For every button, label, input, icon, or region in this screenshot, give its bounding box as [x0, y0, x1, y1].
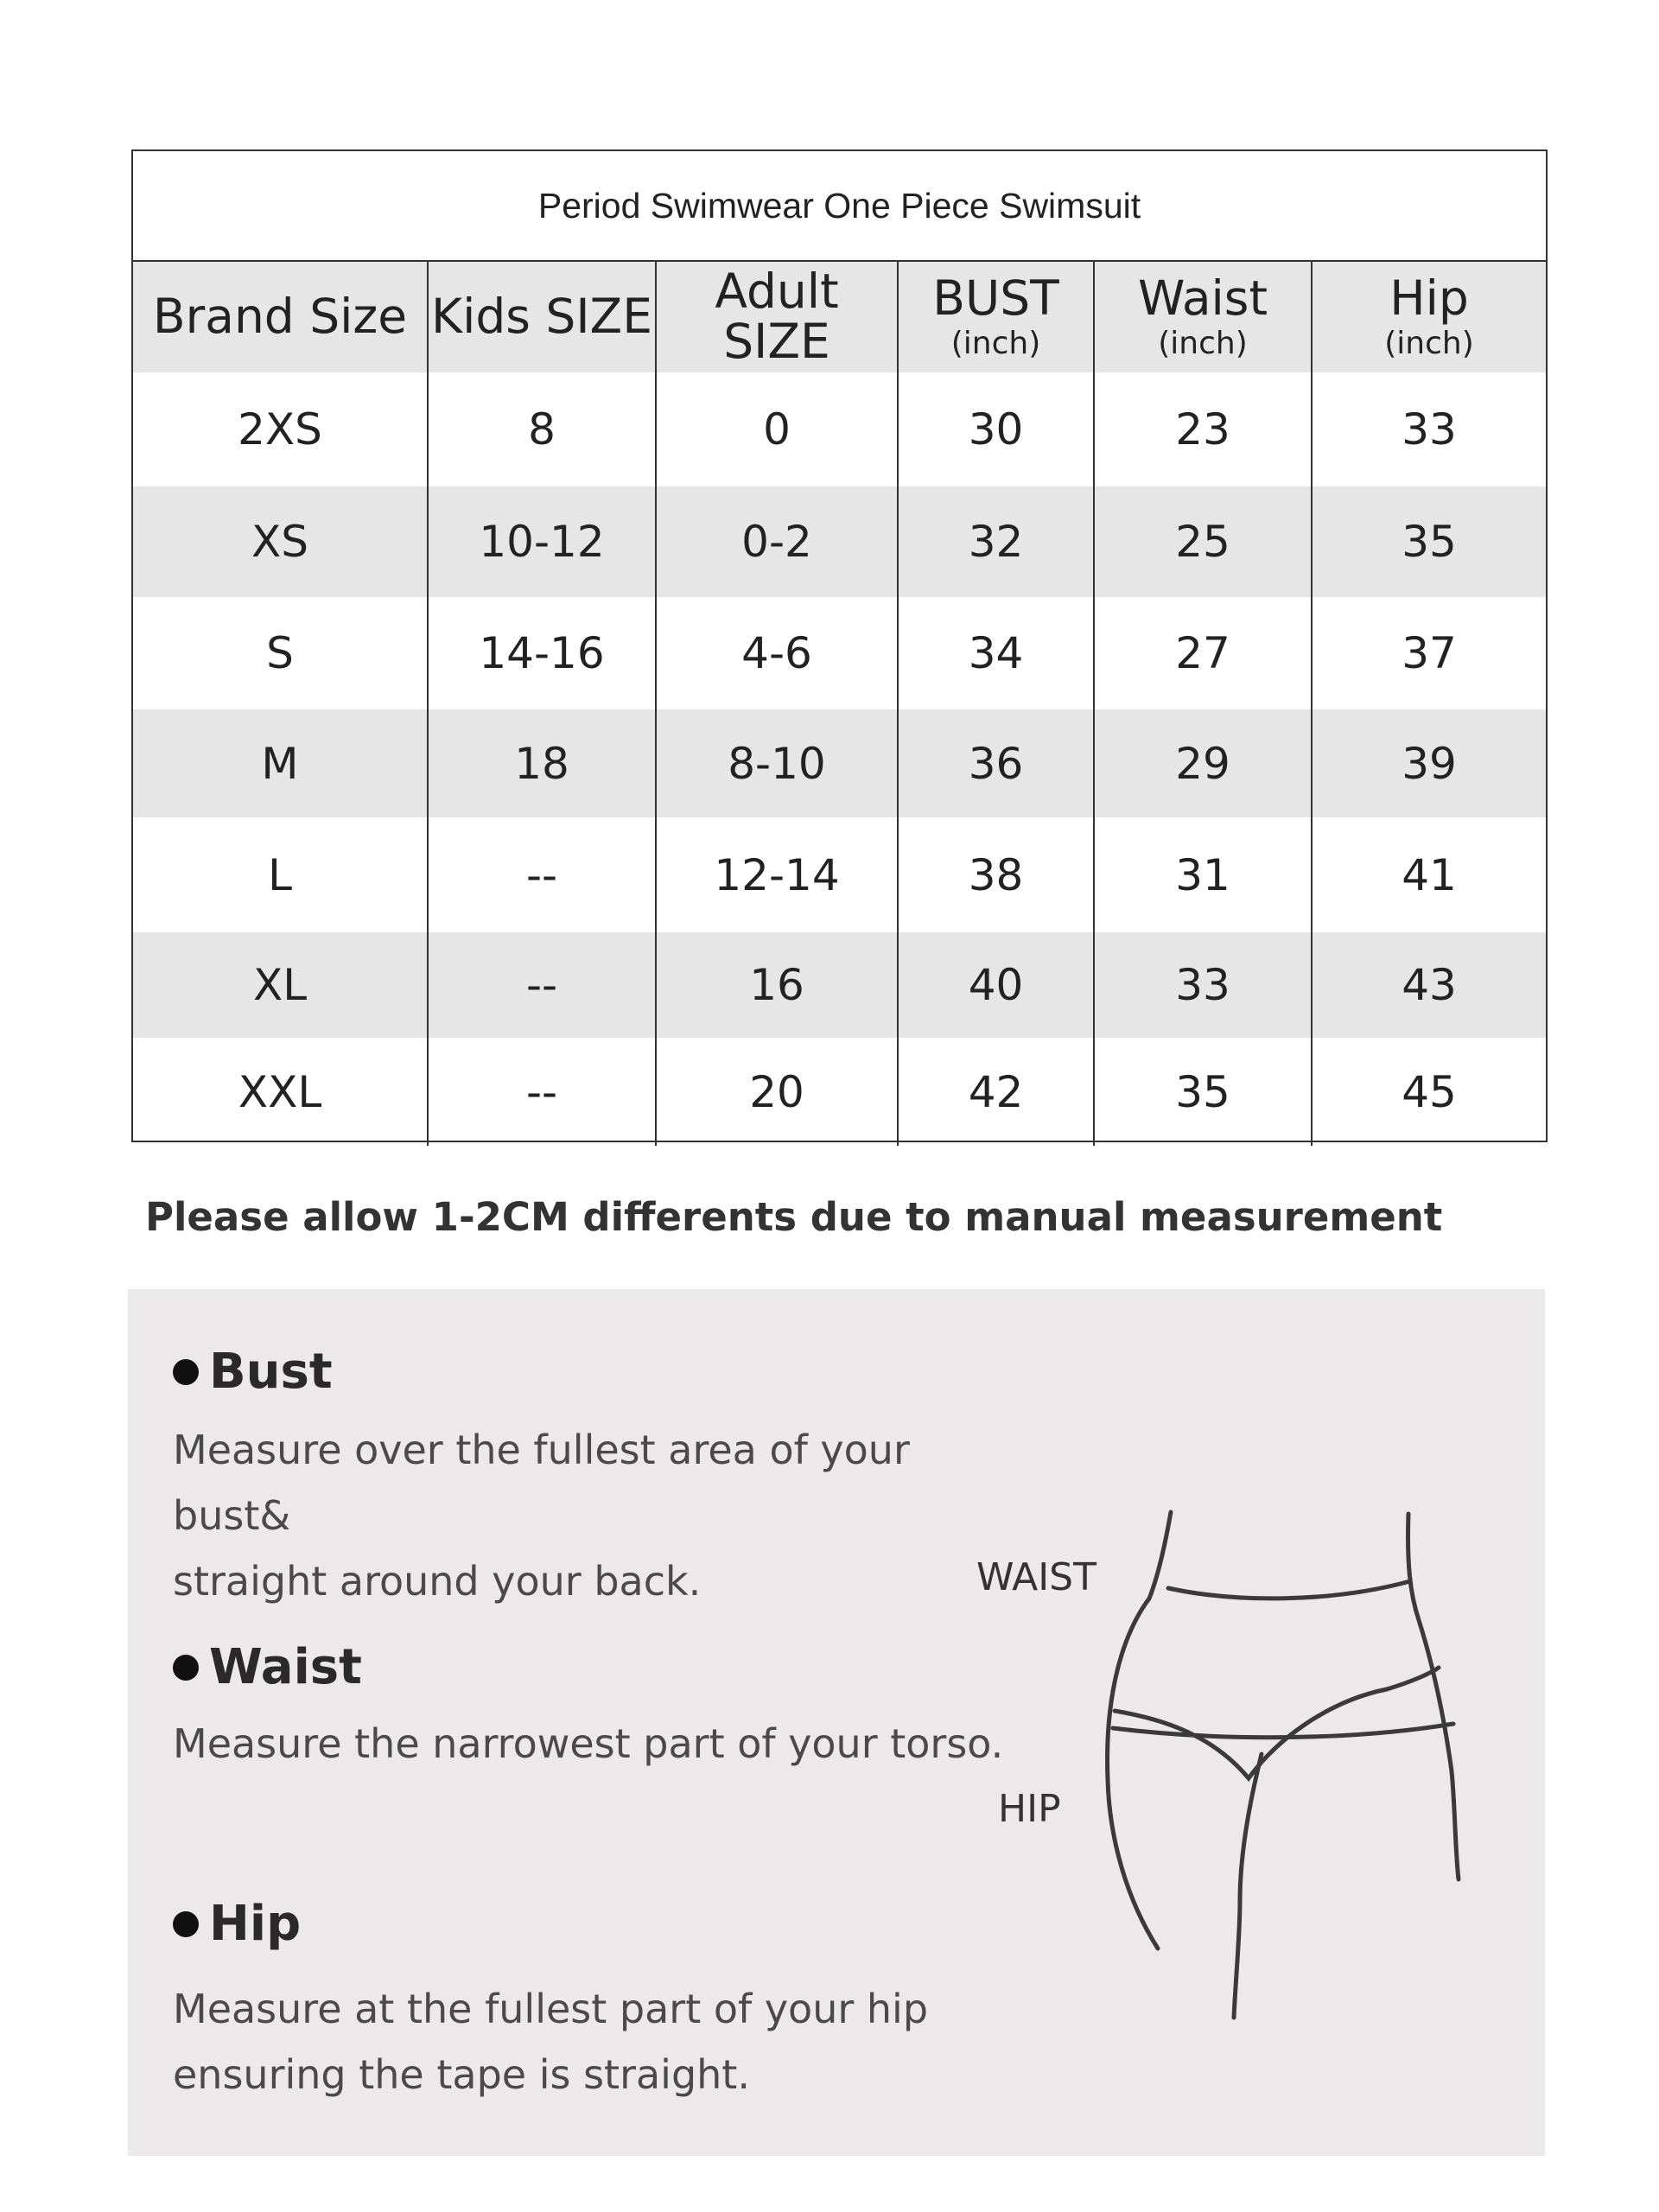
table-row [133, 597, 1546, 709]
cell-brand-size: 2XS [133, 372, 429, 486]
bust-instructions [173, 1417, 1037, 1614]
table-row [133, 817, 1546, 932]
bust-line: straight around your back. [173, 1558, 702, 1605]
cell-waist: 35 [1095, 1038, 1313, 1146]
header-waist: Waist (inch) [1095, 262, 1313, 372]
cell-adult-size: 12-14 [657, 817, 899, 932]
header-bust: BUST (inch) [899, 262, 1095, 372]
waist-line-mark [1168, 1581, 1410, 1599]
hip-instructions [173, 1976, 1037, 2107]
cell-adult-size: 0 [657, 372, 899, 486]
cell-adult-size: 16 [657, 932, 899, 1038]
torso-diagram-icon [1089, 1495, 1486, 2031]
cell-hip: 43 [1402, 960, 1457, 1010]
unit-label: (inch) [1158, 325, 1248, 361]
cell-kids-size: 8 [429, 372, 657, 486]
cell-brand-size: L [133, 817, 429, 932]
cell-hip: 35 [1402, 517, 1457, 567]
cell-waist: 33 [1095, 932, 1313, 1038]
cell-kids-size: -- [429, 1038, 657, 1146]
cell-waist: 23 [1095, 372, 1313, 486]
cell-kids-size: 18 [429, 709, 657, 817]
cell-bust: 40 [899, 932, 1095, 1038]
header-brand-size: Brand Size [133, 262, 429, 372]
hip-crease-mark [1115, 1668, 1439, 1778]
cell-brand-size: S [133, 597, 429, 709]
cell-bust: 36 [899, 709, 1095, 817]
cell-waist: 27 [1095, 597, 1313, 709]
cell-waist: 25 [1095, 486, 1313, 597]
cell-brand-size: M [133, 709, 429, 817]
cell-kids-size: 10-12 [429, 486, 657, 597]
cell-hip: 41 [1402, 849, 1457, 900]
header-row [133, 262, 1546, 372]
hip-diagram-label: HIP [998, 1787, 1061, 1831]
cell-brand-size: XXL [133, 1038, 429, 1146]
header-hip: Hip (inch) [1384, 270, 1474, 361]
cell-hip: 37 [1402, 628, 1457, 678]
waist-line: Measure the narrowest part of your torso. [173, 1720, 1004, 1767]
cell-brand-size: XL [133, 932, 429, 1038]
table-row [133, 1038, 1546, 1146]
cell-hip: 39 [1402, 738, 1457, 789]
size-chart-table [131, 149, 1548, 1142]
cell-hip: 33 [1402, 404, 1457, 454]
bullet-dot-icon [173, 1359, 199, 1385]
cell-bust: 38 [899, 817, 1095, 932]
unit-label: (inch) [1384, 325, 1474, 361]
table-row [133, 932, 1546, 1038]
cell-bust: 34 [899, 597, 1095, 709]
bust-heading: Bust [173, 1344, 333, 1400]
waist-instructions [173, 1711, 1037, 1777]
measurement-note: Please allow 1-2CM differents due to manual measurement [145, 1194, 1443, 1240]
bust-line: Measure over the fullest area of your bust& [173, 1427, 910, 1539]
hip-heading: Hip [173, 1896, 301, 1952]
table-row [133, 486, 1546, 597]
torso-right-outline [1408, 1514, 1459, 1879]
bullet-dot-icon [173, 1655, 199, 1681]
waist-diagram-label: WAIST [976, 1555, 1096, 1599]
cell-brand-size: XS [133, 486, 429, 597]
hip-line: Measure at the fullest part of your hip [173, 1986, 929, 2032]
cell-waist: 31 [1095, 817, 1313, 932]
cell-bust: 42 [899, 1038, 1095, 1146]
chart-title: Period Swimwear One Piece Swimsuit [133, 151, 1546, 262]
size-grid [133, 262, 1546, 1146]
cell-waist: 29 [1095, 709, 1313, 817]
table-row [133, 709, 1546, 817]
table-row [133, 372, 1546, 486]
hip-line-mark [1113, 1724, 1453, 1738]
cell-adult-size: 8-10 [657, 709, 899, 817]
cell-bust: 30 [899, 372, 1095, 486]
unit-label: (inch) [950, 325, 1041, 361]
cell-adult-size: 0-2 [657, 486, 899, 597]
cell-adult-size: 4-6 [657, 597, 899, 709]
cell-adult-size: 20 [657, 1038, 899, 1146]
cell-hip: 45 [1402, 1066, 1457, 1117]
hip-line: ensuring the tape is straight. [173, 2051, 750, 2098]
cell-kids-size: -- [429, 817, 657, 932]
thigh-line-mark [1234, 1754, 1262, 2018]
cell-kids-size: 14-16 [429, 597, 657, 709]
waist-heading: Waist [173, 1639, 362, 1695]
header-kids-size: Kids SIZE [429, 262, 657, 372]
header-adult-size: Adult SIZE [657, 262, 899, 372]
cell-bust: 32 [899, 486, 1095, 597]
bullet-dot-icon [173, 1911, 199, 1937]
cell-kids-size: -- [429, 932, 657, 1038]
